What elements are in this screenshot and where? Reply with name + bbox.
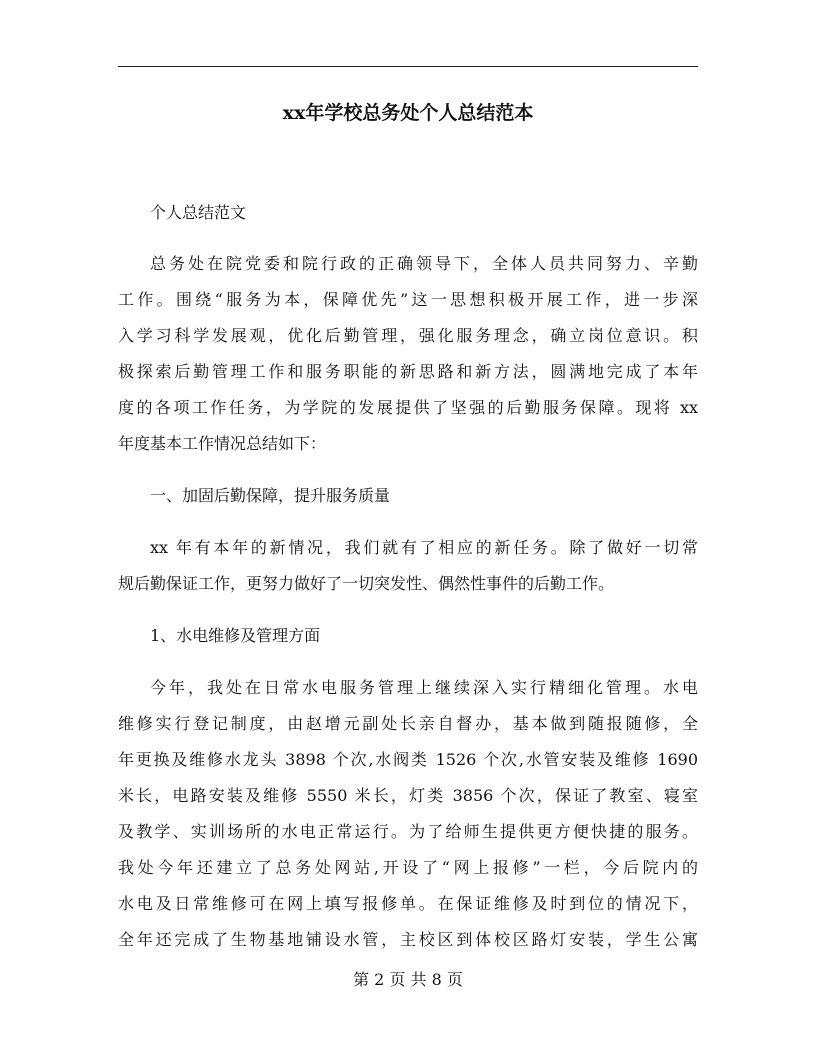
paragraph-line: 总务处在院党委和院行政的正确领导下，全体人员共同努力、辛勤 [150, 254, 698, 273]
page-title: xx年学校总务处个人总结范本 [282, 102, 534, 124]
paragraph-line: 入学习科学发展观，优化后勤管理，强化服务理念，确立岗位意识。积 [118, 326, 698, 345]
paragraph-line: 全年还完成了生物基地铺设水管，主校区到体校区路灯安装，学生公寓 [118, 930, 698, 949]
paragraph-line: 水电及日常维修可在网上填写报修单。在保证维修及时到位的情况下， [118, 894, 698, 913]
paragraph-line: 米长，电路安装及维修 5550 米长，灯类 3856 个次，保证了教室、寝室 [118, 786, 698, 805]
paragraph-line: 度的各项工作任务，为学院的发展提供了坚强的后勤服务保障。现将 xx [118, 398, 698, 417]
paragraph-line: 及教学、实训场所的水电正常运行。为了给师生提供更方便快捷的服务。 [118, 822, 698, 841]
paragraph-line: 今年，我处在日常水电服务管理上继续深入实行精细化管理。水电 [150, 678, 698, 697]
section-heading: 一、加固后勤保障，提升服务质量 [150, 486, 391, 505]
paragraph-line: 年更换及维修水龙头 3898 个次,水阀类 1526 个次,水管安装及维修 1690 [118, 750, 698, 769]
paragraph-line: 年度基本工作情况总结如下： [118, 434, 327, 453]
subsection-heading: 1、水电维修及管理方面 [150, 626, 321, 645]
paragraph-line: 工作。围绕“服务为本，保障优先”这一思想积极开展工作，进一步深 [118, 290, 698, 309]
header-rule [118, 66, 698, 67]
paragraph-line: 维修实行登记制度，由赵增元副处长亲自督办，基本做到随报随修，全 [118, 714, 698, 733]
paragraph-line: 规后勤保证工作，更努力做好了一切突发性、偶然性事件的后勤工作。 [118, 574, 615, 593]
page-number: 第 2 页 共 8 页 [353, 970, 463, 989]
paragraph-line: 极探索后勤管理工作和服务职能的新思路和新方法，圆满地完成了本年 [118, 362, 698, 381]
subheading: 个人总结范文 [150, 203, 247, 222]
paragraph-line: 我处今年还建立了总务处网站,开设了“网上报修”一栏，今后院内的 [118, 858, 698, 877]
paragraph-line: xx 年有本年的新情况，我们就有了相应的新任务。除了做好一切常 [150, 538, 698, 557]
